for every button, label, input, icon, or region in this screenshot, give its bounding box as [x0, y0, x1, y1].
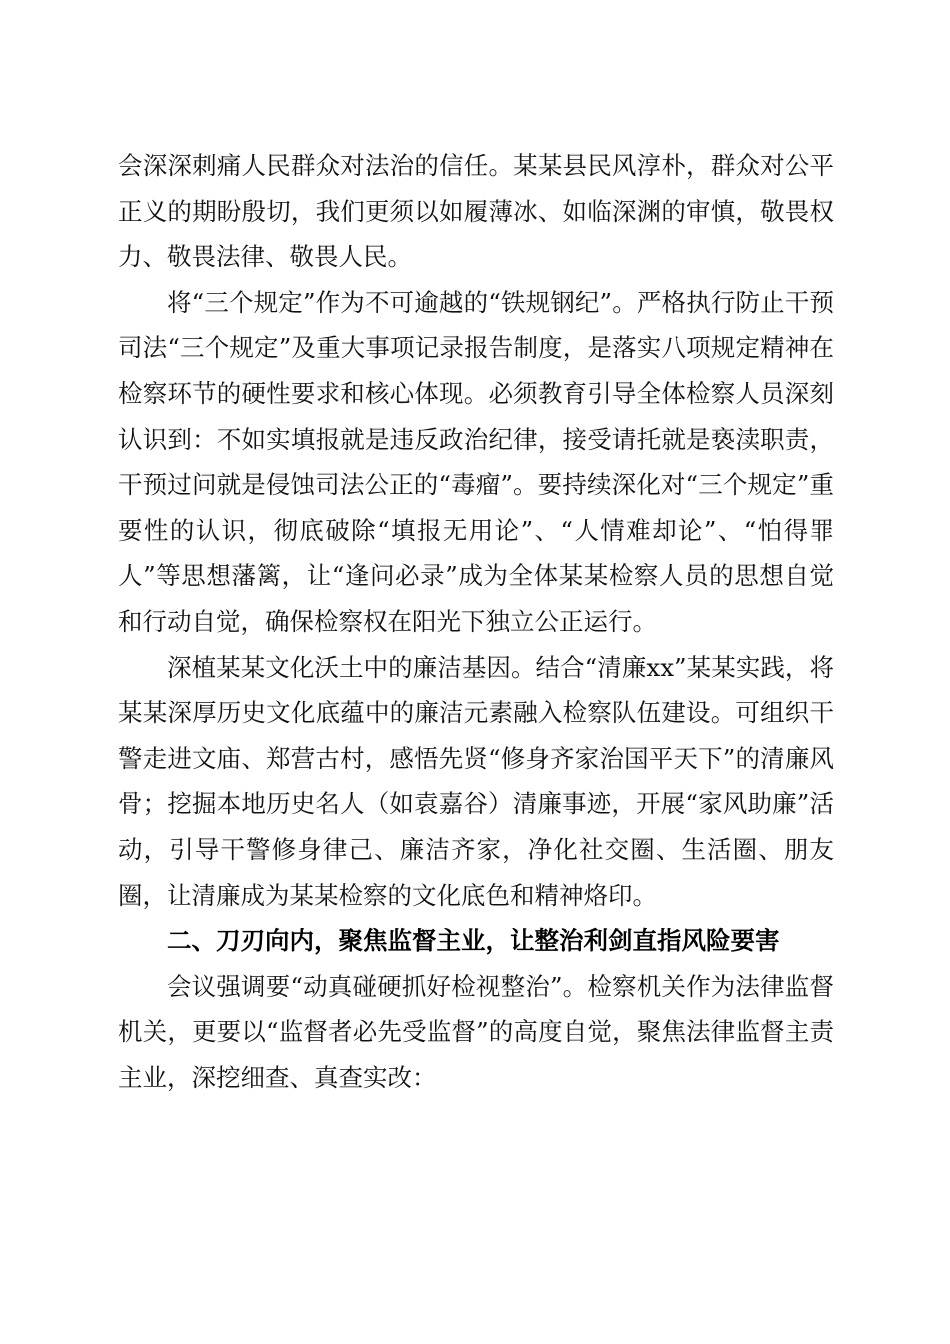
paragraph-meeting-emphasis: 会议强调要“动真碰硬抓好检视整治”。检察机关作为法律监督机关，更要以“监督者必先受监督”的高度自觉，聚焦法律监督主责主业，深挖细查、真查实改：: [118, 971, 834, 1092]
paragraph-three-regulations: 将“三个规定”作为不可逾越的“铁规钢纪”。严格执行防止干预司法“三个规定”及重大事项记录报告制度，是落实八项规定精神在检察环节的硬性要求和核心体现。必须教育引导全体检察人员深刻认识到：不如实填报就是违反政治纪律，接受请托就是亵渎职责，干预过问就是侵蚀司法公正的“毒瘤”。要持续深化对“三个规定”重要性的认识，彻底破除“填报无用论”、“人情难却论”、“怕得罪人”等思想藩篱，让“逢问必录”成为全体某某检察人员的思想自觉和行动自觉，确保检察权在阳光下独立公正运行。: [118, 287, 834, 636]
document-page: [118, 143, 834, 1100]
paragraph-integrity-culture: 深植某某文化沃土中的廉洁基因。结合“清廉xx”某某实践，将某某深厚历史文化底蕴中的廉洁元素融入检察队伍建设。可组织干警走进文庙、郑营古村，感悟先贤“修身齐家治国平天下”的清廉风骨；挖掘本地历史名人（如袁嘉谷）清廉事迹，开展“家风助廉”活动，引导干警修身律己、廉洁齐家，净化社交圈、生活圈、朋友圈，让清廉成为某某检察的文化底色和精神烙印。: [118, 652, 834, 910]
paragraph-continuation: 会深深刺痛人民群众对法治的信任。某某县民风淳朴，群众对公平正义的期盼殷切，我们更须以如履薄冰、如临深渊的审慎，敬畏权力、敬畏法律、敬畏人民。: [118, 151, 834, 272]
section-heading: 二、刀刃向内，聚焦监督主业，让整治利剑直指风险要害: [167, 926, 780, 956]
